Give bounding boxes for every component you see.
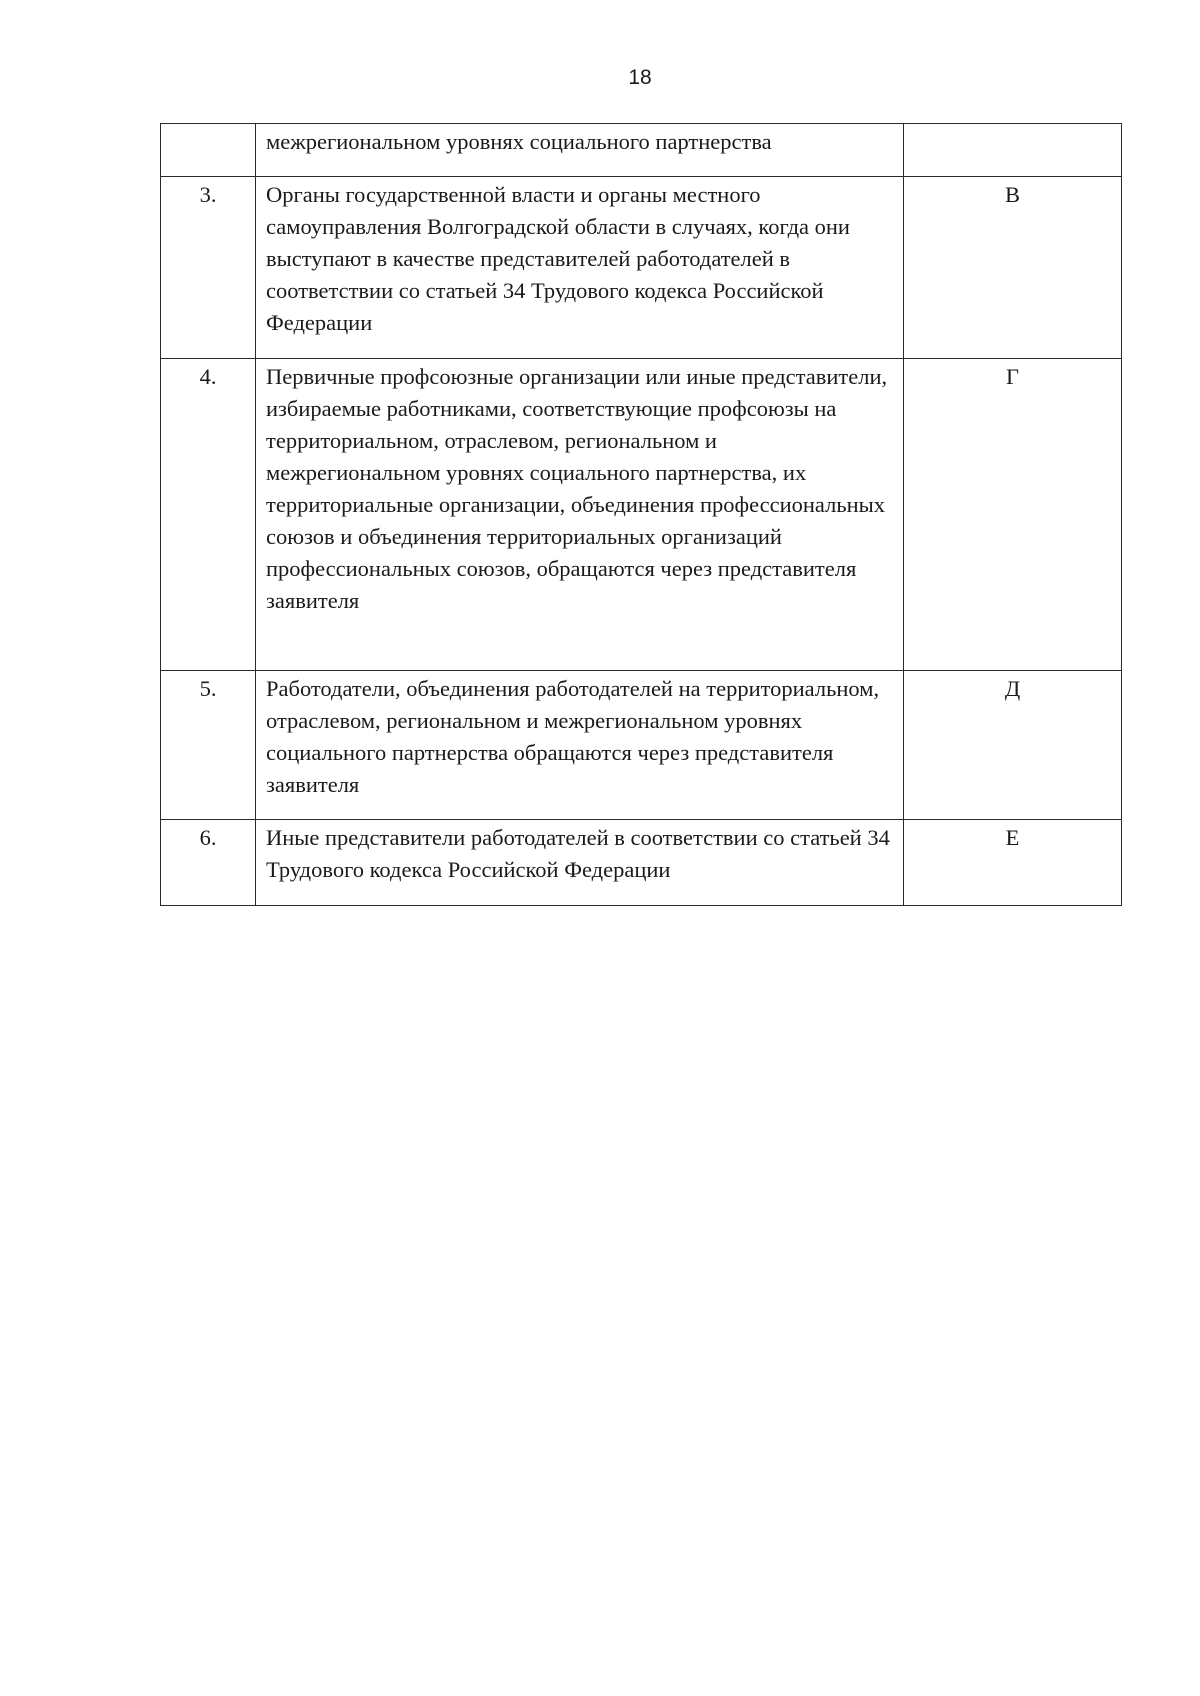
row-code	[904, 124, 1122, 177]
table-row	[161, 177, 1122, 359]
row-number: 3.	[161, 177, 256, 359]
row-code: Е	[904, 820, 1122, 906]
page-number: 18	[628, 66, 652, 89]
row-description: Иные представители работодателей в соответствии со статьей 34 Трудового кодекса Российской Федерации	[256, 820, 904, 906]
table-row	[161, 124, 1122, 177]
row-description: Работодатели, объединения работодателей на территориальном, отраслевом, региональном и межрегиональном уровнях социального партнерства обращаются через представителя заявителя	[256, 671, 904, 820]
row-code: Г	[904, 359, 1122, 671]
row-number: 4.	[161, 359, 256, 671]
table-row	[161, 820, 1122, 906]
row-description: Органы государственной власти и органы местного самоуправления Волгоградской области в случаях, когда они выступают в качестве представителей работодателей в соответствии со статьей 34 Трудового кодекса Российской Федерации	[256, 177, 904, 359]
row-description: Первичные профсоюзные организации или иные представители, избираемые работниками, соответствующие профсоюзы на территориальном, отраслевом, региональном и межрегиональном уровнях социального партнерства, их территориальные организации, объединения профессиональных союзов и объединения территориальных организаций профессиональных союзов, обращаются через представителя заявителя	[256, 359, 904, 671]
row-code: В	[904, 177, 1122, 359]
row-code: Д	[904, 671, 1122, 820]
row-number: 5.	[161, 671, 256, 820]
row-description: межрегиональном уровнях социального партнерства	[256, 124, 904, 177]
table-row	[161, 359, 1122, 671]
row-number: 6.	[161, 820, 256, 906]
applicant-category-table	[160, 123, 1122, 906]
row-number	[161, 124, 256, 177]
table-row	[161, 671, 1122, 820]
